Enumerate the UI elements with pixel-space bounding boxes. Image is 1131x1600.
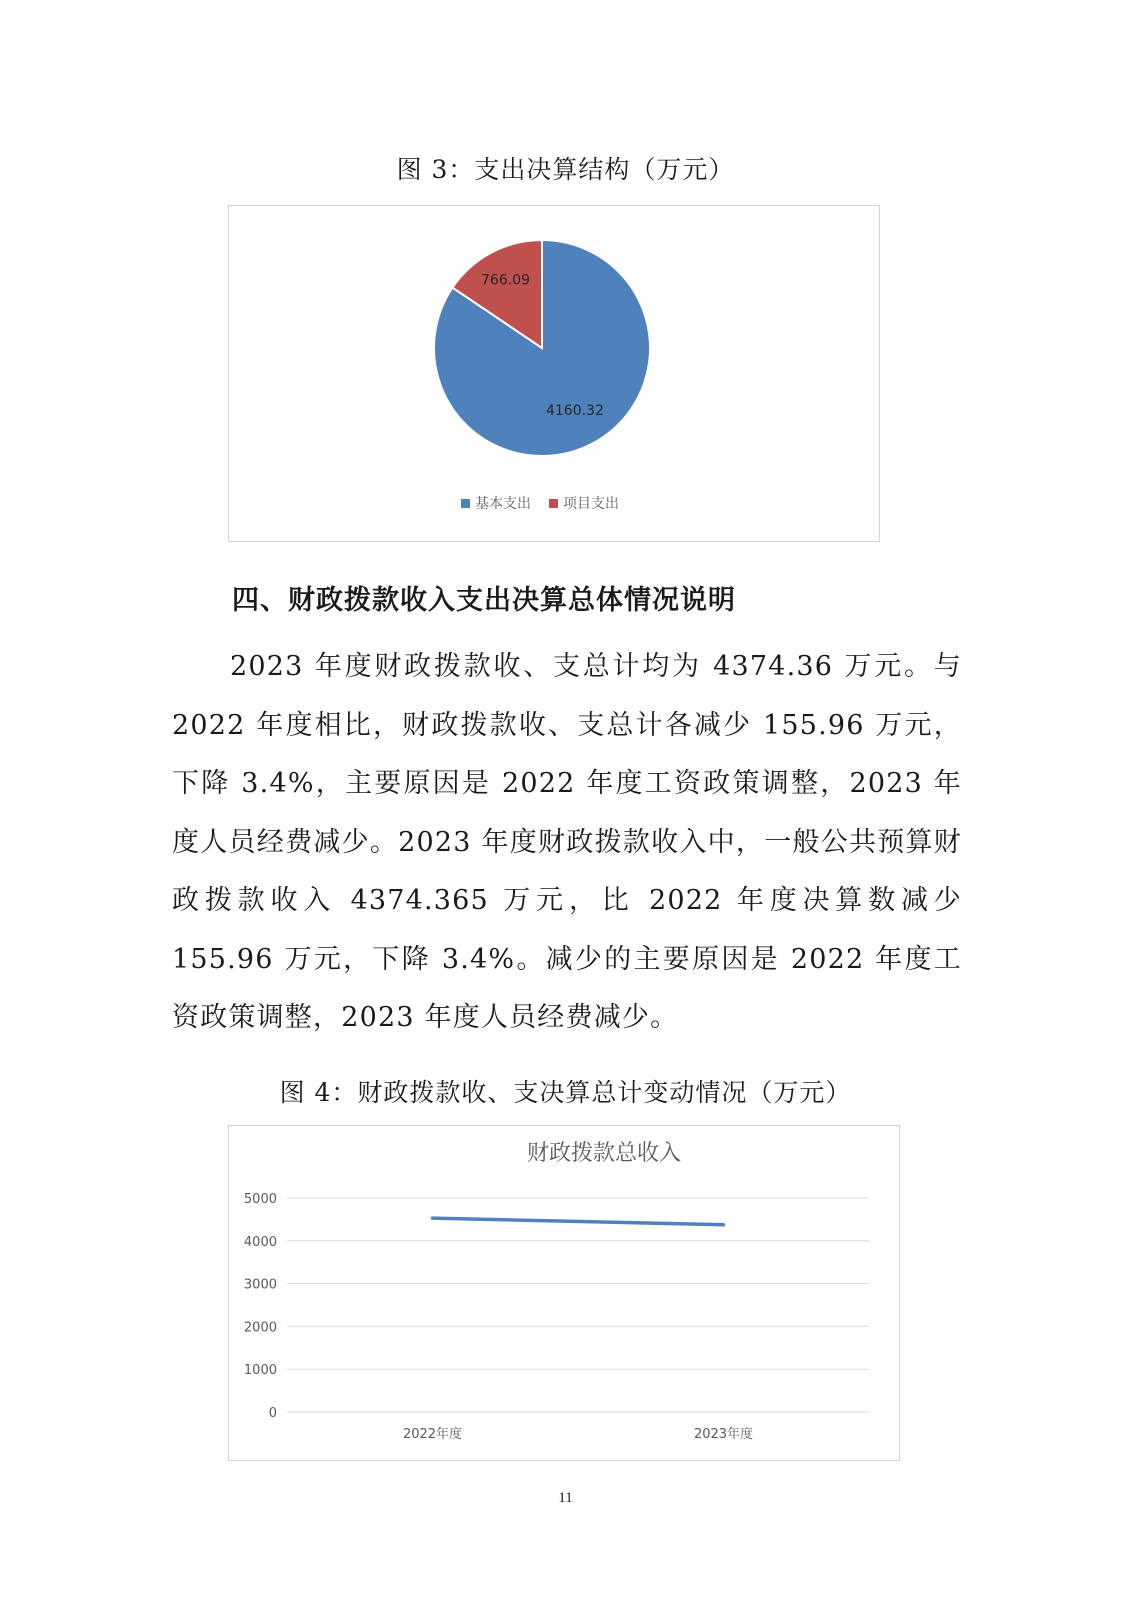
pie-chart: [229, 206, 879, 541]
y-tick-label: 1000: [243, 1363, 277, 1379]
pie-data-label-2: 766.09: [481, 272, 531, 289]
y-tick-label: 5000: [243, 1192, 277, 1207]
figure3-caption: 图 3：支出决算结构（万元）: [396, 155, 735, 184]
legend-swatch-2: [549, 499, 558, 508]
legend-swatch-1: [461, 499, 470, 508]
line-series-1: [433, 1218, 724, 1225]
line-chart: [229, 1126, 899, 1460]
y-tick-label: 3000: [243, 1277, 277, 1293]
body-paragraph: 2023 年度财政拨款收、支总计均为 4374.36 万元。与 2022 年度相比，财政拨款收、支总计各减少 155.96 万元，下降 3.4%，主要原因是 2022 年度工资政策调整，2023 年度人员经费减少。2023 年度财政拨款收入中，一般公共预算财政拨款收入 4374.365 万元，比 2022 年度决算数减少 155.96 万元，下降 3.4%。减少的主要原因是 2022 年度工资政策调整，2023 年度人员经费减少。: [172, 651, 962, 1033]
pie-data-label-1: 4160.32: [545, 402, 604, 419]
x-tick-label: 2022年度: [402, 1427, 463, 1442]
section-heading: 四、财政拨款收入支出决算总体情况说明: [232, 585, 736, 616]
legend-label-1: 基本支出: [475, 496, 531, 512]
line-chart-frame: [228, 1125, 900, 1461]
pie-chart-frame: [228, 205, 880, 542]
x-tick-label: 2023年度: [693, 1427, 754, 1442]
y-tick-label: 2000: [243, 1320, 277, 1336]
legend-label-2: 项目支出: [563, 496, 619, 512]
y-tick-label: 0: [268, 1406, 277, 1421]
figure4-caption: 图 4：财政拨款收、支决算总计变动情况（万元）: [279, 1078, 852, 1107]
page-number: 11: [558, 1490, 573, 1506]
y-tick-label: 4000: [243, 1234, 277, 1250]
line-chart-title: 财政拨款总收入: [526, 1141, 682, 1166]
